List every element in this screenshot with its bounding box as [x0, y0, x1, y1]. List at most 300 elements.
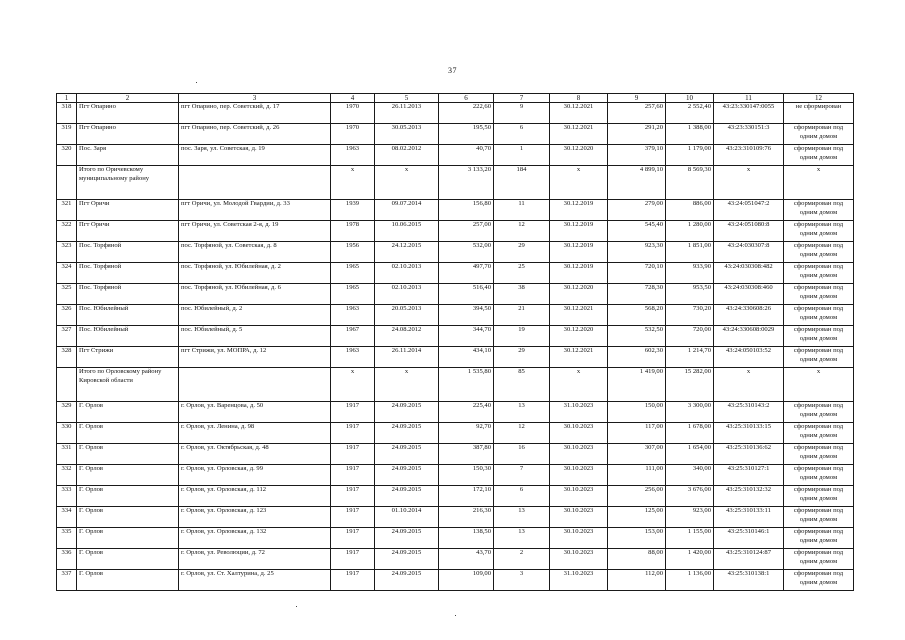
table-cell-col5: х	[375, 368, 439, 402]
table-cell-col2: Пос. Торфяной	[77, 284, 179, 305]
table-cell-col1: 325	[57, 284, 77, 305]
table-cell-col6: 92,70	[439, 423, 494, 444]
table-cell-col3: г. Орлов, ул. Орловская, д. 99	[179, 465, 331, 486]
table-cell-col10: 15 282,00	[666, 368, 714, 402]
table-cell-col12: сформирован под одним домом	[784, 347, 854, 368]
column-header-7: 7	[494, 94, 550, 103]
table-cell-col4: 1978	[331, 221, 375, 242]
table-cell-col9: 125,00	[608, 507, 666, 528]
table-cell-col4: х	[331, 166, 375, 200]
table-cell-col3: г. Орлов, ул. Ленина, д. 98	[179, 423, 331, 444]
table-cell-col12: сформирован под одним домом	[784, 444, 854, 465]
column-header-3: 3	[179, 94, 331, 103]
table-cell-col11: 43:25:310133:15	[714, 423, 784, 444]
table-cell-col10: 720,00	[666, 326, 714, 347]
table-cell-col4: 1917	[331, 549, 375, 570]
table-cell-col8: 30.10.2023	[550, 423, 608, 444]
table-cell-col1: 327	[57, 326, 77, 347]
table-row	[57, 444, 854, 465]
table-cell-col9: 532,50	[608, 326, 666, 347]
table-cell-col6: 1 535,80	[439, 368, 494, 402]
table-cell-col5: 26.11.2013	[375, 103, 439, 124]
column-header-6: 6	[439, 94, 494, 103]
table-cell-col1: 329	[57, 402, 77, 423]
table-row	[57, 570, 854, 591]
table-cell-col2: Пос. Юбилейный	[77, 305, 179, 326]
table-cell-col2: Г. Орлов	[77, 570, 179, 591]
table-cell-col11: 43:24:330608:0029	[714, 326, 784, 347]
table-cell-col8: 30.12.2021	[550, 103, 608, 124]
table-row	[57, 528, 854, 549]
table-cell-col11: 43:24:330608:26	[714, 305, 784, 326]
table-cell-col11: 43:24:051047:2	[714, 200, 784, 221]
table-cell-col6: 150,30	[439, 465, 494, 486]
table-cell-col8: 30.12.2019	[550, 263, 608, 284]
table-cell-col2: Пгт Опарино	[77, 124, 179, 145]
table-row	[57, 402, 854, 423]
table-cell-col1: 326	[57, 305, 77, 326]
table-cell-col7: 19	[494, 326, 550, 347]
table-cell-col1: 318	[57, 103, 77, 124]
table-cell-col4: 1967	[331, 326, 375, 347]
table-cell-col5: 24.12.2015	[375, 242, 439, 263]
table-cell-col5: 26.11.2014	[375, 347, 439, 368]
table-cell-col9: 923,30	[608, 242, 666, 263]
table-row	[57, 326, 854, 347]
table-cell-col1: 323	[57, 242, 77, 263]
table-cell-col10: 1 155,00	[666, 528, 714, 549]
table-cell-col9: 307,00	[608, 444, 666, 465]
table-cell-col12: х	[784, 166, 854, 200]
table-cell-col9: 257,60	[608, 103, 666, 124]
column-number-row	[57, 94, 854, 103]
table-cell-col5: 24.08.2012	[375, 326, 439, 347]
table-row	[57, 221, 854, 242]
table-cell-col7: 16	[494, 444, 550, 465]
table-cell-col1: 328	[57, 347, 77, 368]
table-cell-col6: 138,50	[439, 528, 494, 549]
table-cell-col9: 602,30	[608, 347, 666, 368]
table-cell-col1: 336	[57, 549, 77, 570]
table-cell-col11: 43:24:030307:8	[714, 242, 784, 263]
table-cell-col3: г. Орлов, ул. Орловская, д. 123	[179, 507, 331, 528]
table-cell-col4: 1965	[331, 263, 375, 284]
table-cell-col8: 30.10.2023	[550, 549, 608, 570]
column-header-11: 11	[714, 94, 784, 103]
table-cell-col5: 24.09.2015	[375, 423, 439, 444]
table-cell-col2: Итого по Оричевскому муниципальному району	[77, 166, 179, 200]
table-cell-col7: 11	[494, 200, 550, 221]
table-cell-col7: 13	[494, 402, 550, 423]
table-cell-col5: 20.05.2013	[375, 305, 439, 326]
table-cell-col10: 340,00	[666, 465, 714, 486]
table-cell-col7: 9	[494, 103, 550, 124]
table-cell-col12: сформирован под одним домом	[784, 221, 854, 242]
table-cell-col10: 933,90	[666, 263, 714, 284]
table-cell-col11: х	[714, 166, 784, 200]
table-cell-col10: 3 676,00	[666, 486, 714, 507]
table-row	[57, 145, 854, 166]
table-cell-col1: 331	[57, 444, 77, 465]
table-cell-col9: 117,00	[608, 423, 666, 444]
column-header-10: 10	[666, 94, 714, 103]
table-row	[57, 486, 854, 507]
table-cell-col3: г. Орлов, ул. Ст. Халтурина, д. 25	[179, 570, 331, 591]
table-cell-col6: 497,70	[439, 263, 494, 284]
table-cell-col2: Г. Орлов	[77, 402, 179, 423]
table-cell-col10: 1 851,00	[666, 242, 714, 263]
table-cell-col6: 156,80	[439, 200, 494, 221]
table-cell-col8: 31.10.2023	[550, 402, 608, 423]
table-cell-col2: Г. Орлов	[77, 423, 179, 444]
table-cell-col11: 43:25:310127:1	[714, 465, 784, 486]
table-row	[57, 347, 854, 368]
table-cell-col9: 279,00	[608, 200, 666, 221]
table-cell-col6: 195,50	[439, 124, 494, 145]
housing-registry-table	[56, 93, 854, 591]
table-cell-col3: пгт Оричи, ул. Молодой Гвардии, д. 33	[179, 200, 331, 221]
table-cell-col10: 730,20	[666, 305, 714, 326]
table-cell-col10: 1 136,00	[666, 570, 714, 591]
table-cell-col11: 43:24:050103:52	[714, 347, 784, 368]
table-cell-col5: 02.10.2013	[375, 284, 439, 305]
column-header-8: 8	[550, 94, 608, 103]
table-cell-col4: 1917	[331, 486, 375, 507]
table-cell-col5: 30.05.2013	[375, 124, 439, 145]
table-cell-col5: 02.10.2013	[375, 263, 439, 284]
table-cell-col5: 24.09.2015	[375, 549, 439, 570]
table-cell-col10: 3 300,00	[666, 402, 714, 423]
table-body	[57, 103, 854, 591]
table-cell-col7: 12	[494, 423, 550, 444]
table-cell-col10: 1 388,00	[666, 124, 714, 145]
table-cell-col10: 8 569,30	[666, 166, 714, 200]
column-header-4: 4	[331, 94, 375, 103]
table-cell-col5: 10.06.2015	[375, 221, 439, 242]
table-cell-col5: 24.09.2015	[375, 402, 439, 423]
table-row	[57, 263, 854, 284]
table-cell-col7: 85	[494, 368, 550, 402]
table-cell-col7: 29	[494, 347, 550, 368]
table-cell-col3: пос. Заря, ул. Советская, д. 19	[179, 145, 331, 166]
table-row	[57, 549, 854, 570]
table-header	[57, 94, 854, 103]
table-cell-col7: 3	[494, 570, 550, 591]
table-cell-col11: 43:23:310109:76	[714, 145, 784, 166]
table-cell-col1: 333	[57, 486, 77, 507]
table-cell-col5: 24.09.2015	[375, 444, 439, 465]
table-cell-col4: 1956	[331, 242, 375, 263]
table-cell-col2: Г. Орлов	[77, 507, 179, 528]
table-cell-col3: пос. Торфяной, ул. Юбилейная, д. 2	[179, 263, 331, 284]
table-cell-col6: 3 133,20	[439, 166, 494, 200]
table-cell-col9: 111,00	[608, 465, 666, 486]
table-cell-col5: 08.02.2012	[375, 145, 439, 166]
table-cell-col11: 43:25:310146:1	[714, 528, 784, 549]
table-cell-col3: пгт Опарино, пер. Советский, д. 17	[179, 103, 331, 124]
table-cell-col3: пос. Юбилейный, д. 5	[179, 326, 331, 347]
table-cell-col1	[57, 166, 77, 200]
table-cell-col9: 256,00	[608, 486, 666, 507]
table-cell-col6: 344,70	[439, 326, 494, 347]
table-cell-col9: 728,30	[608, 284, 666, 305]
table-cell-col9: 88,00	[608, 549, 666, 570]
table-cell-col4: 1939	[331, 200, 375, 221]
table-cell-col12: сформирован под одним домом	[784, 242, 854, 263]
table-cell-col7: 7	[494, 465, 550, 486]
table-cell-col3: пос. Торфяной, ул. Юбилейная, д. 6	[179, 284, 331, 305]
table-cell-col2: Г. Орлов	[77, 549, 179, 570]
table-cell-col8: 30.12.2021	[550, 347, 608, 368]
table-cell-col4: 1965	[331, 284, 375, 305]
table-row	[57, 200, 854, 221]
table-cell-col3	[179, 166, 331, 200]
table-cell-col6: 172,10	[439, 486, 494, 507]
table-cell-col4: 1963	[331, 347, 375, 368]
table-cell-col6: 516,40	[439, 284, 494, 305]
table-cell-col1: 319	[57, 124, 77, 145]
table-cell-col8: 30.12.2021	[550, 124, 608, 145]
table-cell-col4: х	[331, 368, 375, 402]
table-cell-col8: 30.12.2019	[550, 200, 608, 221]
table-cell-col7: 12	[494, 221, 550, 242]
table-cell-col4: 1917	[331, 423, 375, 444]
table-cell-col9: 4 899,10	[608, 166, 666, 200]
table-cell-col1: 335	[57, 528, 77, 549]
table-cell-col2: Г. Орлов	[77, 444, 179, 465]
table-cell-col8: 30.12.2019	[550, 221, 608, 242]
table-cell-col9: 379,10	[608, 145, 666, 166]
table-cell-col8: 30.12.2020	[550, 284, 608, 305]
table-cell-col1: 332	[57, 465, 77, 486]
table-row	[57, 305, 854, 326]
table-cell-col10: 1 678,00	[666, 423, 714, 444]
table-cell-col10: 1 214,70	[666, 347, 714, 368]
table-row	[57, 465, 854, 486]
table-cell-col10: 2 552,40	[666, 103, 714, 124]
table-cell-col2: Пгт Опарино	[77, 103, 179, 124]
table-cell-col3: г. Орлов, ул. Варенцова, д. 50	[179, 402, 331, 423]
table-cell-col10: 1 420,00	[666, 549, 714, 570]
table-row	[57, 507, 854, 528]
table-cell-col1	[57, 368, 77, 402]
table-cell-col9: 1 419,00	[608, 368, 666, 402]
table-cell-col9: 153,00	[608, 528, 666, 549]
table-cell-col11: 43:23:330147:0055	[714, 103, 784, 124]
table-row	[57, 423, 854, 444]
table-cell-col6: 40,70	[439, 145, 494, 166]
table-cell-col3: г. Орлов, ул. Орловская, д. 112	[179, 486, 331, 507]
table-cell-col1: 320	[57, 145, 77, 166]
table-cell-col9: 150,00	[608, 402, 666, 423]
page-number: 37	[448, 66, 457, 75]
table-cell-col11: 43:24:051080:8	[714, 221, 784, 242]
table-cell-col6: 532,00	[439, 242, 494, 263]
table-cell-col2: Пос. Заря	[77, 145, 179, 166]
table-cell-col12: сформирован под одним домом	[784, 507, 854, 528]
table-row	[57, 124, 854, 145]
table-cell-col12: сформирован под одним домом	[784, 402, 854, 423]
table-cell-col12: сформирован под одним домом	[784, 326, 854, 347]
table-cell-col8: 30.12.2019	[550, 242, 608, 263]
table-cell-col8: 30.10.2023	[550, 528, 608, 549]
table-cell-col4: 1917	[331, 507, 375, 528]
table-cell-col12: сформирован под одним домом	[784, 263, 854, 284]
column-header-5: 5	[375, 94, 439, 103]
table-cell-col3: пгт Стрижи, ул. МОПРА, д. 12	[179, 347, 331, 368]
table-cell-col11: 43:24:030308:482	[714, 263, 784, 284]
table-cell-col2: Г. Орлов	[77, 486, 179, 507]
table-cell-col4: 1917	[331, 570, 375, 591]
table-cell-col12: х	[784, 368, 854, 402]
table-cell-col8: 30.10.2023	[550, 465, 608, 486]
table-cell-col8: 30.10.2023	[550, 507, 608, 528]
column-header-2: 2	[77, 94, 179, 103]
table-cell-col5: 24.09.2015	[375, 570, 439, 591]
table-cell-col1: 334	[57, 507, 77, 528]
table-cell-col5: х	[375, 166, 439, 200]
table-cell-col10: 1 280,00	[666, 221, 714, 242]
table-cell-col11: 43:25:310138:1	[714, 570, 784, 591]
table-cell-col8: 30.12.2020	[550, 145, 608, 166]
table-cell-col7: 2	[494, 549, 550, 570]
table-cell-col10: 923,00	[666, 507, 714, 528]
table-cell-col2: Пгт Оричи	[77, 200, 179, 221]
table-cell-col9: 291,20	[608, 124, 666, 145]
table-cell-col10: 1 179,00	[666, 145, 714, 166]
table-cell-col8: 30.10.2023	[550, 444, 608, 465]
table-cell-col2: Г. Орлов	[77, 465, 179, 486]
scan-speck	[455, 615, 456, 616]
table-cell-col7: 6	[494, 486, 550, 507]
table-cell-col11: 43:25:310132:32	[714, 486, 784, 507]
scan-speck	[296, 606, 297, 607]
table-cell-col4: 1963	[331, 305, 375, 326]
table-cell-col2: Пос. Юбилейный	[77, 326, 179, 347]
table-cell-col6: 434,10	[439, 347, 494, 368]
table-cell-col3: пгт Опарино, пер. Советский, д. 26	[179, 124, 331, 145]
table-cell-col12: сформирован под одним домом	[784, 486, 854, 507]
table-cell-col8: х	[550, 368, 608, 402]
table-row	[57, 103, 854, 124]
table-cell-col6: 394,50	[439, 305, 494, 326]
table-cell-col12: сформирован под одним домом	[784, 145, 854, 166]
table-cell-col12: сформирован под одним домом	[784, 528, 854, 549]
table-cell-col5: 24.09.2015	[375, 465, 439, 486]
table-cell-col12: сформирован под одним домом	[784, 200, 854, 221]
table-cell-col10: 953,50	[666, 284, 714, 305]
table-cell-col5: 24.09.2015	[375, 486, 439, 507]
table-cell-col12: не сформирован	[784, 103, 854, 124]
table-cell-col12: сформирован под одним домом	[784, 305, 854, 326]
table-cell-col3: г. Орлов, ул. Октябрьская, д. 48	[179, 444, 331, 465]
table-cell-col6: 222,60	[439, 103, 494, 124]
table-cell-col2: Итого по Орловскому району Кировской области	[77, 368, 179, 402]
scan-speck	[196, 82, 197, 83]
table-cell-col4: 1970	[331, 124, 375, 145]
table-cell-col3: пгт Оричи, ул. Советская 2-я, д. 19	[179, 221, 331, 242]
table-cell-col11: 43:25:310143:2	[714, 402, 784, 423]
table-cell-col9: 568,20	[608, 305, 666, 326]
table-cell-col7: 1	[494, 145, 550, 166]
table-cell-col5: 01.10.2014	[375, 507, 439, 528]
table-total-row	[57, 368, 854, 402]
table-cell-col11: 43:23:330151:3	[714, 124, 784, 145]
table-cell-col3: г. Орлов, ул. Орловская, д. 132	[179, 528, 331, 549]
table-cell-col7: 13	[494, 507, 550, 528]
table-cell-col4: 1963	[331, 145, 375, 166]
table-cell-col10: 886,00	[666, 200, 714, 221]
table-cell-col5: 09.07.2014	[375, 200, 439, 221]
table-cell-col3: пос. Юбилейный, д. 2	[179, 305, 331, 326]
table-cell-col8: 30.10.2023	[550, 486, 608, 507]
table-cell-col12: сформирован под одним домом	[784, 423, 854, 444]
table-cell-col11: 43:25:310136:62	[714, 444, 784, 465]
table-cell-col2: Пос. Торфяной	[77, 263, 179, 284]
table-cell-col9: 545,40	[608, 221, 666, 242]
table-cell-col1: 330	[57, 423, 77, 444]
table-cell-col9: 720,10	[608, 263, 666, 284]
table-cell-col8: 31.10.2023	[550, 570, 608, 591]
table-cell-col4: 1917	[331, 528, 375, 549]
table-row	[57, 284, 854, 305]
table-cell-col6: 225,40	[439, 402, 494, 423]
table-cell-col2: Пос. Торфяной	[77, 242, 179, 263]
column-header-9: 9	[608, 94, 666, 103]
table-cell-col2: Г. Орлов	[77, 528, 179, 549]
table-cell-col8: х	[550, 166, 608, 200]
table-cell-col8: 30.12.2021	[550, 305, 608, 326]
table-cell-col12: сформирован под одним домом	[784, 284, 854, 305]
table-cell-col12: сформирован под одним домом	[784, 549, 854, 570]
table-cell-col7: 21	[494, 305, 550, 326]
table-row	[57, 242, 854, 263]
table-cell-col1: 324	[57, 263, 77, 284]
table-cell-col6: 387,80	[439, 444, 494, 465]
column-header-12: 12	[784, 94, 854, 103]
table-cell-col7: 13	[494, 528, 550, 549]
table-cell-col1: 337	[57, 570, 77, 591]
table-cell-col4: 1917	[331, 444, 375, 465]
column-header-1: 1	[57, 94, 77, 103]
table-cell-col2: Пгт Стрижи	[77, 347, 179, 368]
table-cell-col6: 109,00	[439, 570, 494, 591]
table-cell-col7: 25	[494, 263, 550, 284]
table-cell-col3: пос. Торфяной, ул. Советская, д. 8	[179, 242, 331, 263]
table-cell-col6: 43,70	[439, 549, 494, 570]
table-cell-col1: 322	[57, 221, 77, 242]
table-cell-col7: 184	[494, 166, 550, 200]
table-cell-col11: 43:25:310124:87	[714, 549, 784, 570]
table-total-row	[57, 166, 854, 200]
table-cell-col10: 1 654,00	[666, 444, 714, 465]
table-cell-col7: 29	[494, 242, 550, 263]
table-cell-col7: 6	[494, 124, 550, 145]
table-cell-col1: 321	[57, 200, 77, 221]
table-cell-col7: 38	[494, 284, 550, 305]
table-cell-col11: 43:24:030308:460	[714, 284, 784, 305]
table-cell-col4: 1917	[331, 402, 375, 423]
table-cell-col9: 112,00	[608, 570, 666, 591]
table-cell-col4: 1970	[331, 103, 375, 124]
table-cell-col6: 257,00	[439, 221, 494, 242]
table-cell-col2: Пгт Оричи	[77, 221, 179, 242]
table-cell-col11: 43:25:310133:11	[714, 507, 784, 528]
table-cell-col6: 216,30	[439, 507, 494, 528]
table-cell-col4: 1917	[331, 465, 375, 486]
table-cell-col11: х	[714, 368, 784, 402]
table-cell-col12: сформирован под одним домом	[784, 465, 854, 486]
